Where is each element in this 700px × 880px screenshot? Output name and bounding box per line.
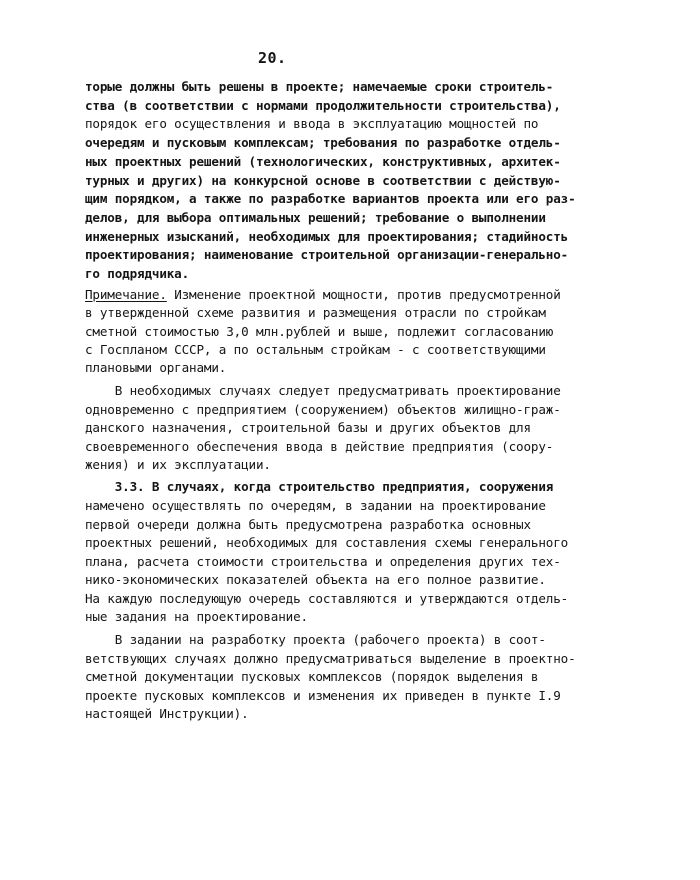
paragraph-1-line-10: проектирования; наименование строительной организации-генерально- bbox=[85, 247, 569, 262]
paragraph-3-line-3: первой очереди должна быть предусмотрена разработка основных bbox=[85, 517, 531, 532]
paragraph-1-line-4: очередям и пусковым комплексам; требования по разработке отдель- bbox=[85, 135, 561, 150]
paragraph-2-line-2: одновременно с предприятием (сооружением) объектов жилищно-граж- bbox=[85, 402, 561, 417]
paragraph-3-line-4: проектных решений, необходимых для составления схемы генерального bbox=[85, 535, 569, 550]
paragraph-1-line-6: турных и других) на конкурсной основе в соответствии с действую- bbox=[85, 173, 561, 188]
note-label: Примечание. bbox=[85, 287, 167, 302]
paragraph-1-line-11: го подрядчика. bbox=[85, 266, 190, 281]
paragraph-3-line-1: 3.3. В случаях, когда строительство предприятия, сооружения bbox=[85, 479, 554, 494]
paragraph-1-line-9: инженерных изысканий, необходимых для проектирования; стадийность bbox=[85, 229, 569, 244]
paragraph-3-line-7: На каждую последующую очередь составляются и утверждаются отдель- bbox=[85, 591, 569, 606]
paragraph-1-line-2: ства (в соответствии с нормами продолжительности строительства), bbox=[85, 98, 561, 113]
paragraph-1-line-3: порядок его осуществления и ввода в эксплуатацию мощностей по bbox=[85, 116, 539, 131]
note-line-5: плановыми органами. bbox=[85, 360, 227, 375]
paragraph-2-line-5: жения) и их эксплуатации. bbox=[85, 457, 271, 472]
paragraph-1-line-1: торые должны быть решены в проекте; намечаемые сроки строитель- bbox=[85, 79, 554, 94]
paragraph-1-line-5: ных проектных решений (технологических, конструктивных, архитек- bbox=[85, 154, 561, 169]
note-line-2: в утвержденной схеме развития и размещения отрасли по стройкам bbox=[85, 305, 546, 320]
paragraph-3-line-2: намечено осуществлять по очередям, в задании на проектирование bbox=[85, 498, 546, 513]
paragraph-3-line-6: нико-экономических показателей объекта на его полное развитие. bbox=[85, 572, 546, 587]
paragraph-3-line-5: плана, расчета стоимости строительства и определения других тех- bbox=[85, 554, 561, 569]
paragraph-4-line-1: В задании на разработку проекта (рабочего проекта) в соот- bbox=[85, 632, 546, 647]
paragraph-4-line-4: проекте пусковых комплексов и изменения их приведен в пункте I.9 bbox=[85, 688, 561, 703]
paragraph-1-line-8: делов, для выбора оптимальных решений; требование о выполнении bbox=[85, 210, 546, 225]
paragraph-4-line-5: настоящей Инструкции). bbox=[85, 706, 249, 721]
note-first-line-text: Изменение проектной мощности, против предусмотренной bbox=[166, 287, 561, 302]
paragraph-1-line-7: щим порядком, а также по разработке вариантов проекта или его раз- bbox=[85, 191, 576, 206]
note-first-line bbox=[85, 287, 561, 303]
paragraph-3-line-8: ные задания на проектирование. bbox=[85, 609, 308, 624]
note-line-3: сметной стоимостью 3,0 млн.рублей и выше, подлежит согласованию bbox=[85, 324, 554, 339]
note-line-4: с Госпланом СССР, а по остальным стройкам - с соответствующими bbox=[85, 342, 546, 357]
page-number: 20. bbox=[258, 49, 287, 67]
paragraph-2-line-4: своевременного обеспечения ввода в действие предприятия (соору- bbox=[85, 439, 554, 454]
paragraph-2-line-1: В необходимых случаях следует предусматривать проектирование bbox=[85, 383, 561, 398]
paragraph-4-line-3: сметной документации пусковых комплексов (порядок выделения в bbox=[85, 669, 539, 684]
paragraph-2-line-3: данского назначения, строительной базы и других объектов для bbox=[85, 420, 531, 435]
paragraph-4-line-2: ветствующих случаях должно предусматриваться выделение в проектно- bbox=[85, 651, 576, 666]
